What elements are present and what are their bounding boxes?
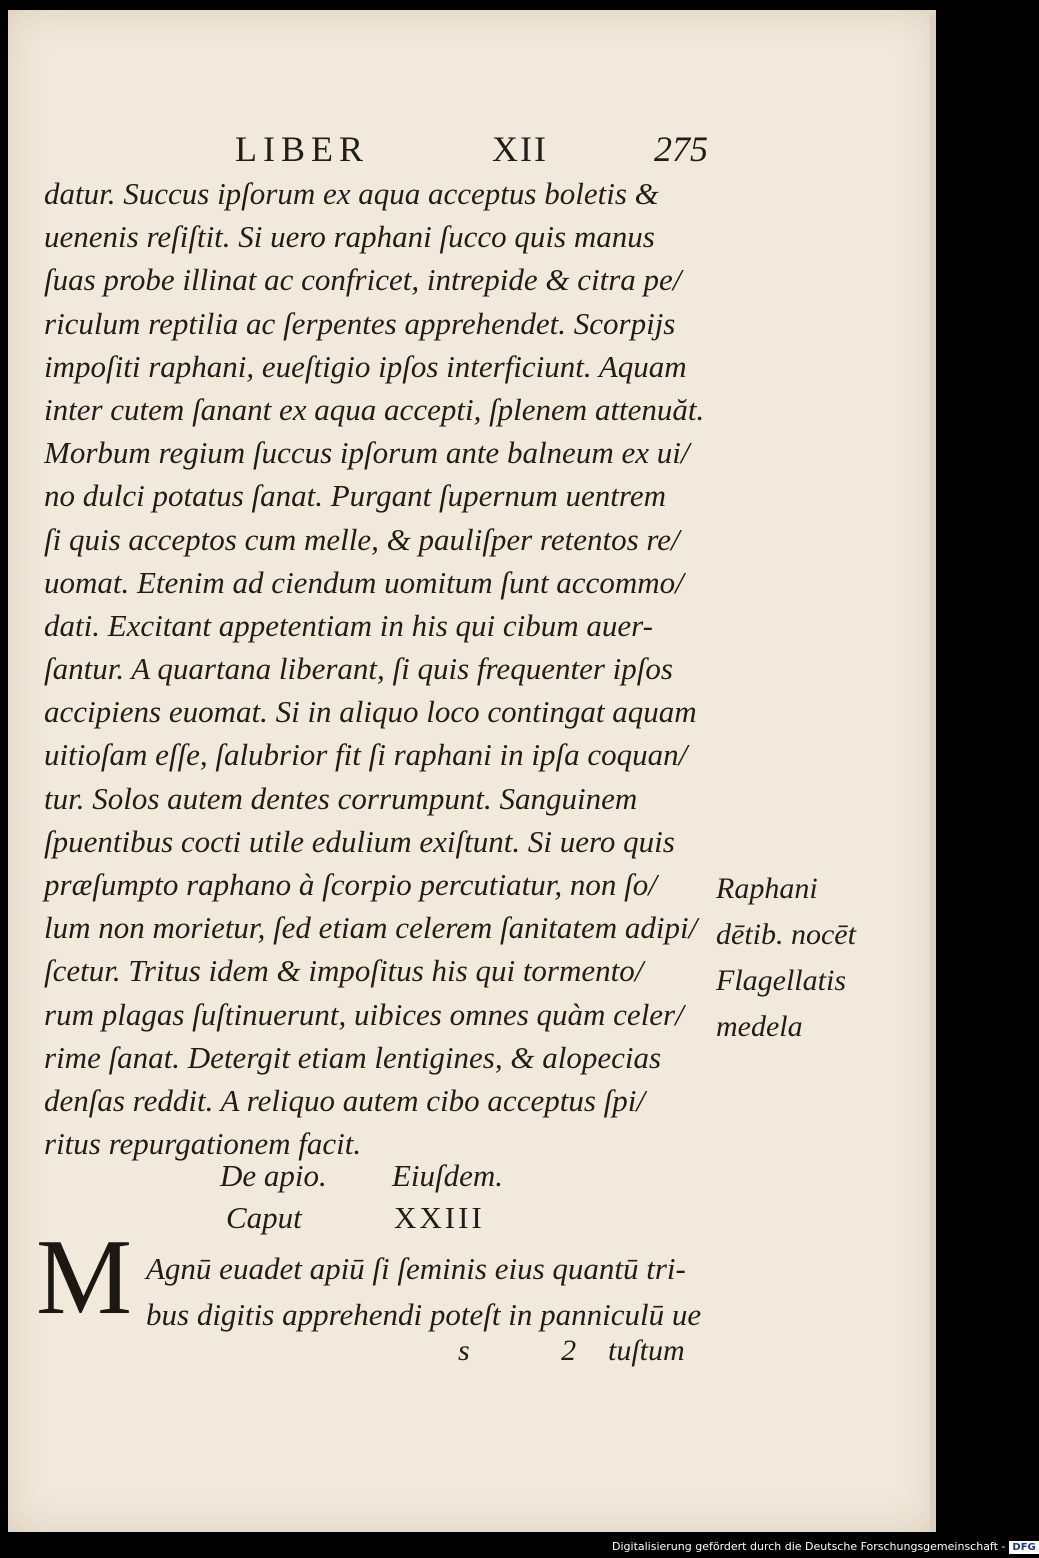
text-line: ſuas probe illinat ac confricet, intrepide & citra pe/ [44, 262, 682, 298]
text-line: rum plagas ſuſtinuerunt, uibices omnes quàm celer/ [44, 996, 684, 1032]
text-line: ſantur. A quartana liberant, ſi quis frequenter ipſos [44, 651, 673, 687]
credit-text: Digitalisierung gefördert durch die Deutsche Forschungsgemeinschaft - [612, 1540, 1006, 1553]
text-line: inter cutem ſanant ex aqua accepti, ſplenem attenuăt. [44, 391, 705, 427]
text-line: riculum reptilia ac ſerpentes apprehendet. Scorpijs [44, 305, 676, 341]
page-edge [930, 14, 936, 1532]
catchword: tuſtum [608, 1334, 685, 1367]
text-line: uenenis reſiſtit. Si uero raphani ſucco quis manus [44, 219, 655, 255]
text-line: lum non morietur, ſed etiam celerem ſanitatem adipi/ [44, 910, 698, 946]
chapter-text [146, 1246, 726, 1338]
text-line: bus digitis apprehendi poteſt in panniculū ue [146, 1297, 702, 1332]
running-header [140, 128, 720, 176]
text-line: Morbum regium ſuccus ipſorum ante balneum ex ui/ [44, 435, 690, 471]
text-line: ſpuentibus cocti utile edulium exiſtunt. Si uero quis [44, 823, 675, 859]
text-line: impoſiti raphani, eueſtigio ipſos interficiunt. Aquam [44, 348, 687, 384]
dfg-logo: DFG [1009, 1541, 1038, 1554]
text-line: ritus repurgationem facit. [44, 1126, 362, 1162]
text-line: Agnū euadet apiū ſi ſeminis eius quantū tri- [146, 1251, 686, 1286]
header-liber: LIBER [235, 129, 369, 169]
digitization-credit [612, 1540, 1036, 1556]
text-line: rime ſanat. Detergit etiam lentigines, & alopecias [44, 1039, 662, 1075]
marginal-note: Raphani [716, 872, 818, 905]
marginal-note: Flagellatis [716, 964, 846, 997]
text-line: denſas reddit. A reliquo autem cibo acceptus ſpi/ [44, 1082, 645, 1118]
text-line: uomat. Etenim ad ciendum uomitum ſunt accommo/ [44, 564, 684, 600]
chapter-title-author: Eiuſdem. [392, 1158, 504, 1193]
text-line: uitioſam eſſe, ſalubrior fit ſi raphani in ipſa coquan/ [44, 737, 688, 773]
drop-capital: M [36, 1218, 133, 1337]
text-line: præſumpto raphano à ſcorpio percutiatur, non ſo/ [44, 867, 657, 902]
marginal-notes [716, 866, 876, 1050]
text-line: ſi quis acceptos cum melle, & pauliſper retentos re/ [44, 521, 680, 557]
text-line: accipiens euomat. Si in aliquo loco contingat aquam [44, 694, 697, 730]
signature-mark: s 2 [458, 1334, 619, 1367]
text-line: ſcetur. Tritus idem & impoſitus his qui tormento/ [44, 953, 644, 989]
text-line: no dulci potatus ſanat. Purgant ſupernum uentrem [44, 478, 666, 514]
page-number: 275 [654, 129, 708, 169]
text-line: dati. Excitant appetentiam in his qui cibum auer- [44, 607, 653, 643]
text-line: datur. Succus ipſorum ex aqua acceptus boletis & [44, 176, 659, 211]
caput-number: XXIII [394, 1200, 485, 1235]
chapter-title [220, 1158, 504, 1194]
header-book-number: XII [492, 129, 548, 169]
marginal-note: medela [716, 1010, 803, 1043]
body-text [44, 172, 724, 1165]
caput-label: Caput [226, 1200, 302, 1235]
chapter-heading [226, 1200, 485, 1236]
chapter-title-subject: De apio. [220, 1158, 327, 1193]
marginal-note: dētib. nocēt [716, 918, 856, 951]
text-line: tur. Solos autem dentes corrumpunt. Sanguinem [44, 780, 638, 816]
